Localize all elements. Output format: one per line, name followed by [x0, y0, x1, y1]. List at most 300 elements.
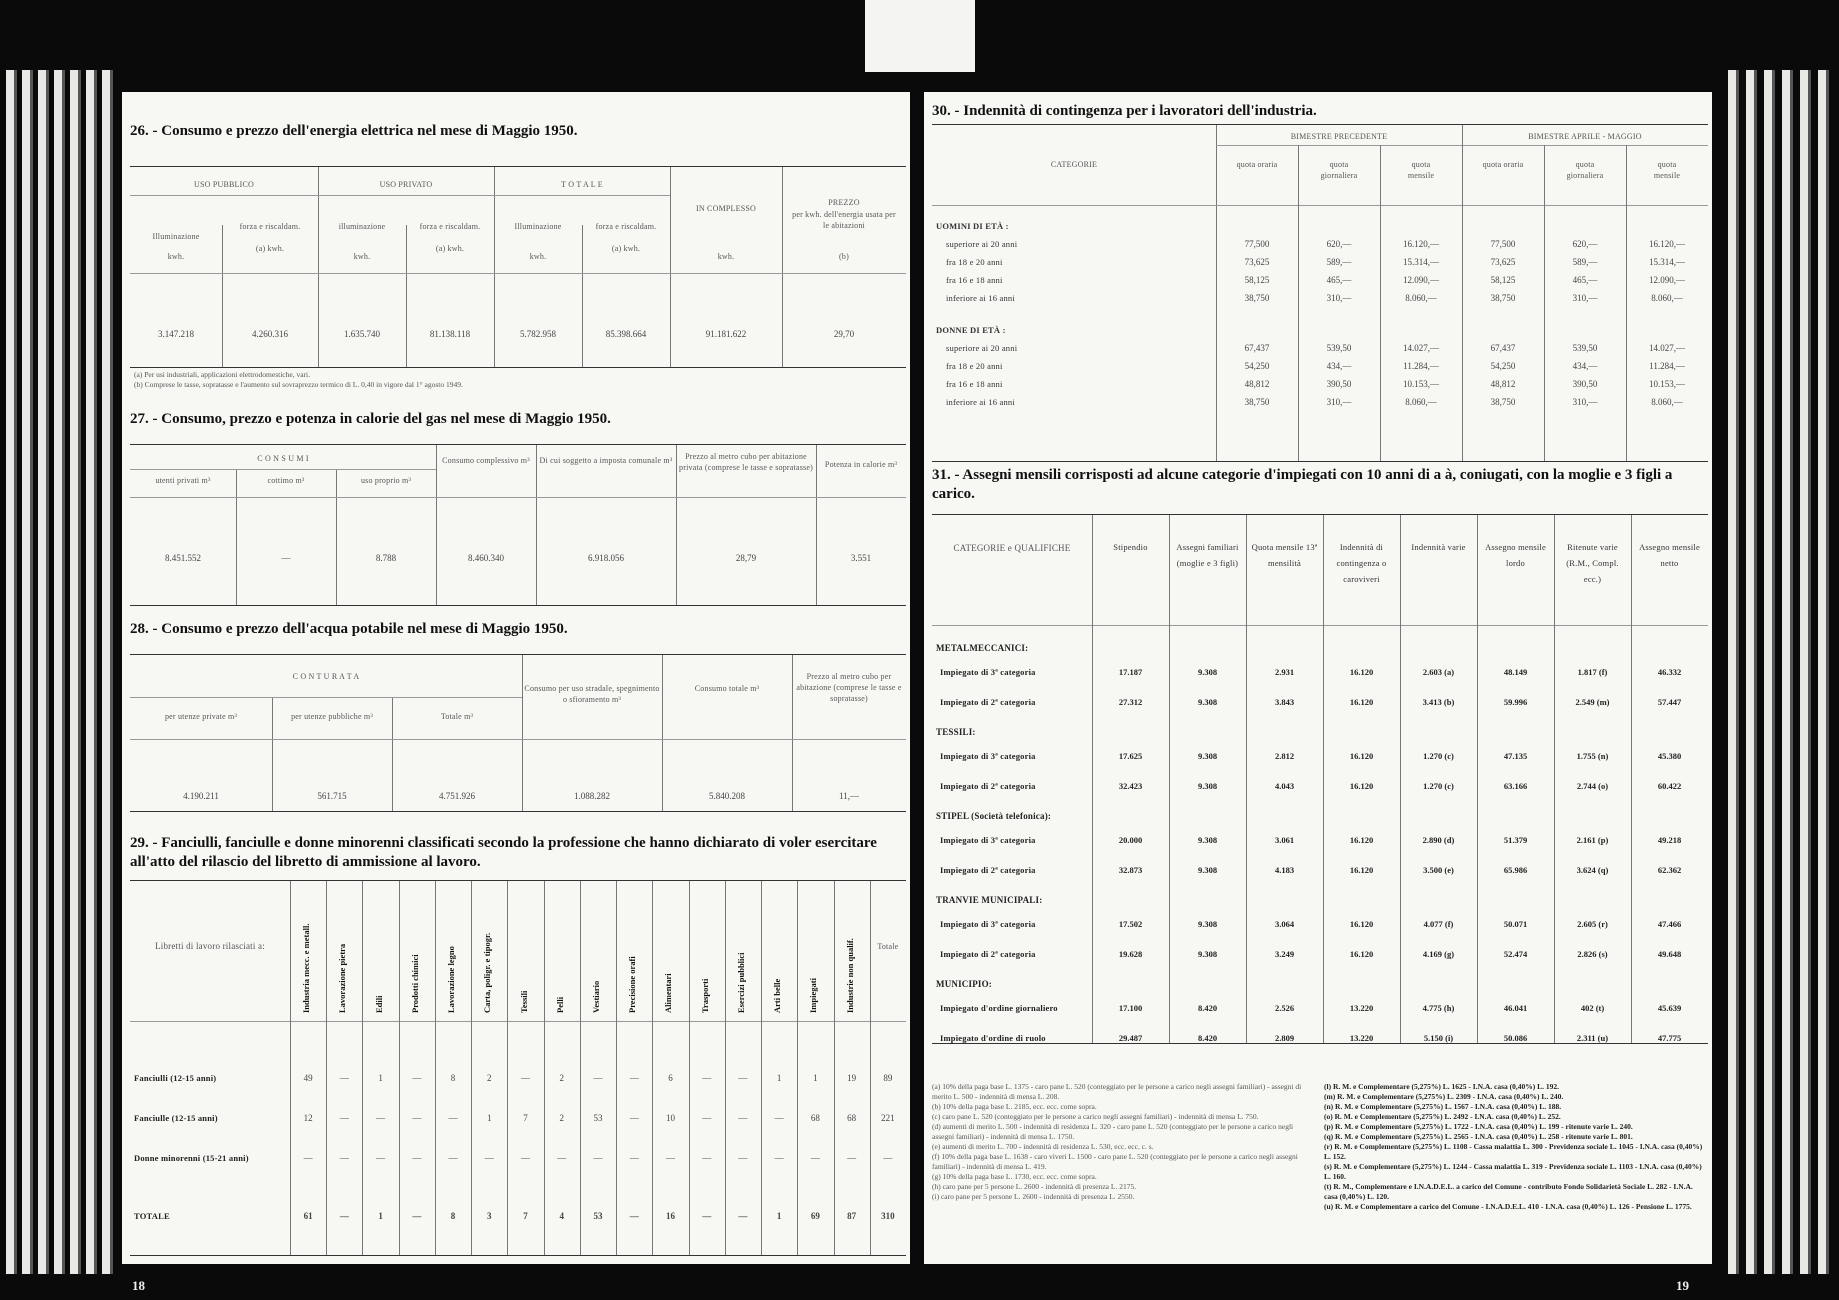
footnote: (i) caro pane per 5 persone L. 2600 - indennità di presenza L. 2550.	[932, 1192, 1135, 1201]
table-cell: 221	[881, 1113, 895, 1123]
group-in-complesso: IN COMPLESSO	[696, 204, 756, 213]
table-cell: 14.027,—	[1649, 343, 1685, 353]
table-cell: 51.379	[1503, 835, 1528, 845]
unit: kwh.	[353, 252, 371, 261]
table-cell: 38,750	[1490, 293, 1516, 303]
table-cell: 2.603 (a)	[1422, 667, 1455, 677]
footnote: (r) R. M. e Complementare (5,275%) L. 1108 - Cassa malattia L. 300 - Previdenza sociale L. 1045 - I.N.A. casa (0,40%) L. 152.	[1324, 1142, 1703, 1161]
column-divider	[1477, 515, 1478, 1043]
table-cell: —	[412, 1211, 422, 1221]
column-divider	[1323, 515, 1324, 1043]
table-cell: 2	[559, 1073, 564, 1083]
page-number-right: 19	[1676, 1278, 1689, 1293]
col-header: uso proprio m³	[360, 476, 412, 485]
group-uso-pubblico: USO PUBBLICO	[194, 180, 254, 189]
row-label: Impiegato di 2ª categoria	[940, 865, 1036, 875]
row-label: Impiegato d'ordine di ruolo	[940, 1033, 1046, 1043]
table-cell: —	[702, 1113, 712, 1123]
table-cell: —	[521, 1073, 531, 1083]
footnote: (d) aumenti di merito L. 500 - indennità di residenza L. 320 - caro pane L. 520 (conteggiato per le persone a carico negli assegni familiari) - indennità di mensa L. 1750.	[932, 1122, 1294, 1141]
table-cell: 9.308	[1197, 949, 1218, 959]
table-cell: 49.218	[1657, 835, 1682, 845]
table-cell: 54,250	[1490, 361, 1516, 371]
col-header: Consumo complessivo m³	[442, 456, 530, 465]
table-cell: 10	[665, 1113, 675, 1123]
table-cell: 9.308	[1197, 865, 1218, 875]
col-header: Vestiario	[591, 980, 601, 1013]
table-29-grid	[130, 880, 906, 1256]
table-cell: 67,437	[1244, 343, 1270, 353]
page-edges-right	[1746, 70, 1757, 1274]
table-31-grid	[932, 514, 1708, 1044]
table-cell: 32.873	[1118, 865, 1143, 875]
footnote: (p) R. M. e Complementare (5,275%) L. 1722 - I.N.A. casa (0,40%) L. 199 - ritenute varie L. 240.	[1324, 1122, 1633, 1131]
col-header: quota oraria	[1236, 160, 1278, 169]
table-cell: 589,—	[1572, 257, 1598, 267]
footnote: (a) 10% della paga base L. 1375 - caro pane L. 520 (conteggiato per le persone a carico negli assegni familiari) - assegni di merito L. 500 - indennità di mensa L. 208.	[932, 1082, 1302, 1101]
table-cell: 434,—	[1572, 361, 1598, 371]
table-cell: 1	[813, 1073, 818, 1083]
table-cell: 48,812	[1490, 379, 1516, 389]
table-cell: —	[702, 1073, 712, 1083]
table-cell: 59.996	[1503, 697, 1528, 707]
table-cell: 7	[523, 1211, 528, 1221]
footnote: (g) 10% della paga base L. 1730, ecc. ecc. come sopra.	[932, 1172, 1097, 1181]
table-cell: —	[448, 1113, 458, 1123]
table-cell: 465,—	[1326, 275, 1352, 285]
table-cell: 17.100	[1118, 1003, 1143, 1013]
table-cell: —	[847, 1153, 857, 1163]
group-consumi: C O N S U M I	[257, 454, 309, 463]
price-note: per kwh. dell'energia usata per le abitazioni	[792, 210, 896, 230]
table-31-notes-left	[932, 1082, 1316, 1202]
col-header: quota giornaliera	[1320, 160, 1358, 180]
table-cell: 15.314,—	[1403, 257, 1439, 267]
table-title: 26. - Consumo e prezzo dell'energia elettrica nel mese di Maggio 1950.	[130, 123, 578, 139]
table-cell: 60.422	[1657, 781, 1682, 791]
table-cell: 12.090,—	[1403, 275, 1439, 285]
table-cell: 3	[487, 1211, 492, 1221]
value-cell: 91.181.622	[705, 329, 747, 339]
table-cell: 589,—	[1326, 257, 1352, 267]
table-cell: 9.308	[1197, 781, 1218, 791]
value-cell: 8.788	[375, 553, 397, 563]
col-header: Pelli	[554, 996, 565, 1013]
table-cell: 17.187	[1118, 667, 1143, 677]
table-26-grid	[130, 166, 906, 368]
table-cell: —	[629, 1073, 639, 1083]
value-cell: 28,79	[735, 553, 757, 563]
table-cell: 620,—	[1326, 239, 1352, 249]
table-cell: —	[810, 1153, 820, 1163]
table-cell: 310,—	[1326, 397, 1352, 407]
group-conturata: C O N T U R A T A	[292, 672, 360, 681]
table-cell: 58,125	[1244, 275, 1270, 285]
column-divider	[471, 881, 472, 1255]
col-header: Consumo totale m³	[694, 684, 760, 693]
col-header: Esercizi pubblici	[735, 952, 746, 1013]
col-header: Tessili	[518, 990, 529, 1013]
table-cell: 465,—	[1572, 275, 1598, 285]
table-cell: 11.284,—	[1403, 361, 1439, 371]
table-cell: 10.153,—	[1649, 379, 1685, 389]
table-cell: 310,—	[1572, 397, 1598, 407]
col-header: Industrie non qualif.	[844, 938, 855, 1013]
table-cell: 4.169 (g)	[1422, 949, 1455, 959]
footnote: (a) Per usi industriali, applicazioni elettrodomestiche, vari.	[134, 370, 310, 379]
footnote: (b) Comprese le tasse, sopratasse e l'aumento sul sovraprezzo termico di L. 0,40 in vigore dal 1° agosto 1949.	[134, 380, 463, 389]
row-label: Fanciulle (12-15 anni)	[134, 1113, 218, 1123]
value-cell: 5.840.208	[709, 791, 745, 801]
table-cell: 2.931	[1274, 667, 1295, 677]
table-cell: 50.086	[1503, 1033, 1528, 1043]
column-divider	[399, 881, 400, 1255]
table-cell: —	[303, 1153, 313, 1163]
footnote: (c) caro pane L. 520 (conteggiato per le persone a carico negli assegni familiari) - indennità di mensa L. 750.	[932, 1112, 1259, 1121]
table-cell: 6	[668, 1073, 673, 1083]
column-divider	[616, 881, 617, 1255]
col-header: Indennità di contingenza o caroviveri	[1336, 542, 1387, 584]
page-edges-left	[102, 70, 113, 1274]
section-label: MUNICIPIO:	[936, 979, 992, 989]
col-header: Potenza in calorie m³	[824, 460, 898, 469]
table-cell: 9.308	[1197, 751, 1218, 761]
table-cell: 2	[559, 1113, 564, 1123]
value-cell: 1.088.282	[574, 791, 610, 801]
table-cell: 13.220	[1349, 1003, 1374, 1013]
table-cell: 539,50	[1572, 343, 1598, 353]
table-cell: 19.628	[1118, 949, 1143, 959]
value-cell: 1.635.740	[344, 329, 380, 339]
group-bimestre-aprile-maggio: BIMESTRE APRILE - MAGGIO	[1528, 132, 1642, 141]
table-cell: 2.744 (o)	[1576, 781, 1609, 791]
table-cell: —	[339, 1153, 349, 1163]
table-cell: —	[629, 1211, 639, 1221]
table-cell: 4	[559, 1211, 564, 1221]
row-label: Impiegato di 3ª categoria	[940, 751, 1036, 761]
table-cell: 8.060,—	[1651, 397, 1683, 407]
col-header: Ritenute varie (R.M., Compl. ecc.)	[1566, 542, 1619, 584]
table-cell: 53	[593, 1211, 603, 1221]
column-divider	[1169, 515, 1170, 1043]
section-label: STIPEL (Società telefonica):	[936, 811, 1052, 821]
table-cell: 63.166	[1503, 781, 1528, 791]
table-cell: 52.474	[1503, 949, 1528, 959]
unit: (a) kwh.	[255, 244, 285, 253]
section-label: METALMECCANICI:	[936, 643, 1029, 653]
column-divider	[1092, 515, 1093, 1043]
table-cell: —	[738, 1211, 748, 1221]
table-cell: —	[629, 1153, 639, 1163]
value-cell: 11,—	[839, 791, 859, 801]
table-cell: 9.308	[1197, 667, 1218, 677]
footnote: (l) R. M. e Complementare (5,275%) L. 1625 - I.N.A. casa (0,40%) L. 192.	[1324, 1082, 1560, 1091]
table-cell: 61	[303, 1211, 313, 1221]
table-26-notes	[134, 370, 902, 390]
column-divider	[725, 881, 726, 1255]
page-edges-right	[1800, 70, 1811, 1274]
table-cell: 38,750	[1244, 397, 1270, 407]
table-cell: —	[774, 1153, 784, 1163]
table-cell: 46.332	[1657, 667, 1682, 677]
column-divider	[1246, 515, 1247, 1043]
table-cell: 8.060,—	[1651, 293, 1683, 303]
unit: (a) kwh.	[611, 244, 641, 253]
col-header: Industria mecc. e metall.	[301, 923, 312, 1013]
row-label: inferiore ai 16 anni	[946, 293, 1015, 303]
table-cell: 390,50	[1326, 379, 1352, 389]
table-cell: 620,—	[1572, 239, 1598, 249]
table-cell: 2.812	[1274, 751, 1295, 761]
col-header: per utenze private m³	[164, 712, 238, 721]
table-cell: 16.120	[1349, 949, 1374, 959]
table-cell: 9.308	[1197, 697, 1218, 707]
table-cell: 3.249	[1274, 949, 1295, 959]
table-cell: —	[339, 1211, 349, 1221]
unit: (a) kwh.	[435, 244, 465, 253]
table-cell: 45.380	[1657, 751, 1682, 761]
col-header: Totale	[877, 942, 899, 951]
col-header: Stipendio	[1113, 542, 1148, 552]
page-edges-right	[1782, 70, 1793, 1274]
table-cell: 1	[776, 1073, 782, 1083]
col-header: Indennità varie	[1411, 542, 1466, 552]
row-label: superiore ai 20 anni	[946, 239, 1018, 249]
value-cell: 4.190.211	[183, 791, 219, 801]
unit: kwh.	[717, 252, 735, 261]
col-header: quota giornaliera	[1566, 160, 1604, 180]
footnote: (m) R. M. e Complementare (5,275%) L. 2309 - I.N.A. casa (0,40%) L. 240.	[1324, 1092, 1564, 1101]
value-cell: 29,70	[833, 329, 855, 339]
table-cell: 8	[450, 1211, 456, 1221]
col-header: illuminazione	[338, 222, 386, 231]
col-header: quota oraria	[1482, 160, 1524, 169]
table-cell: 87	[847, 1211, 857, 1221]
table-title: 29. - Fanciulli, fanciulle e donne minorenni classificati secondo la professione che hanno dichiarato di voler esercitare all'atto del rilascio del libretto di ammissione al lavoro.	[130, 835, 877, 870]
col-header: Assegno mensile netto	[1639, 542, 1700, 568]
column-divider	[544, 881, 545, 1255]
page-edges-left	[86, 70, 97, 1274]
table-27-grid	[130, 444, 906, 606]
table-cell: 310,—	[1572, 293, 1598, 303]
table-cell: 67,437	[1490, 343, 1516, 353]
column-divider	[435, 881, 436, 1255]
table-cell: 16.120	[1349, 919, 1374, 929]
value-cell: 85.398.664	[605, 329, 647, 339]
value-cell: 561.715	[317, 791, 347, 801]
col-header: Di cui soggetto a imposta comunale m³	[539, 456, 673, 465]
table-cell: 48,812	[1244, 379, 1270, 389]
col-header: Impiegati	[808, 978, 819, 1013]
row-label: fra 18 e 20 anni	[946, 361, 1003, 371]
stub-header: Libretti di lavoro rilasciati a:	[155, 941, 265, 951]
table-30-grid	[932, 124, 1708, 462]
column-divider	[1631, 515, 1632, 1043]
table-cell: 19	[847, 1073, 857, 1083]
value-cell: 4.260.316	[252, 329, 288, 339]
table-cell: 1	[378, 1211, 383, 1221]
section-label: UOMINI DI ETÀ :	[936, 221, 1009, 231]
table-cell: 16.120	[1349, 835, 1374, 845]
column-divider	[652, 881, 653, 1255]
table-cell: 73,625	[1490, 257, 1516, 267]
column-divider	[1462, 145, 1463, 461]
table-cell: 57.447	[1657, 697, 1682, 707]
table-cell: —	[593, 1153, 603, 1163]
col-header: Edili	[373, 995, 384, 1013]
col-header: Illuminazione	[152, 232, 200, 241]
table-cell: 8.060,—	[1405, 293, 1437, 303]
col-header: Prezzo al metro cubo per abitazione (comprese le tasse e sopratasse)	[796, 672, 902, 703]
col-header: Prodotti chimici	[409, 954, 420, 1013]
table-cell: 2.809	[1274, 1033, 1295, 1043]
table-cell: 13.220	[1349, 1033, 1374, 1043]
footnote: (s) R. M. e Complementare (5,275%) L. 1244 - Cassa malattia L. 319 - Previdenza sociale L. 1103 - I.N.A. casa (0,40%) L. 160.	[1324, 1162, 1702, 1181]
page-number-left: 18	[132, 1278, 145, 1293]
table-cell: —	[738, 1113, 748, 1123]
table-cell: —	[376, 1153, 386, 1163]
page-edges-right	[1728, 70, 1739, 1274]
col-header: Lavorazione legno	[446, 946, 457, 1013]
table-cell: 77,500	[1244, 239, 1270, 249]
table-cell: 4.183	[1274, 865, 1295, 875]
table-title: 27. - Consumo, prezzo e potenza in calorie del gas nel mese di Maggio 1950.	[130, 411, 611, 427]
footnote: (n) R. M. e Complementare (5,275%) L. 1567 - I.N.A. casa (0,40%) L. 188.	[1324, 1102, 1562, 1111]
col-header: Trasporti	[699, 978, 710, 1013]
row-label: Impiegato di 3ª categoria	[940, 667, 1036, 677]
table-cell: —	[339, 1113, 349, 1123]
stub-header: CATEGORIE e QUALIFICHE	[953, 543, 1071, 553]
table-cell: 7	[523, 1113, 528, 1123]
table-cell: 5.150 (i)	[1423, 1033, 1454, 1043]
column-divider	[1626, 145, 1627, 461]
table-cell: 8.420	[1197, 1033, 1218, 1043]
col-header: Precisione orafi	[627, 956, 638, 1013]
col-header: per utenze pubbliche m³	[291, 712, 373, 721]
footnote: (o) R. M. e Complementare (5,275%) L. 2492 - I.N.A. casa (0,40%) L. 252.	[1324, 1112, 1561, 1121]
table-cell: 47.466	[1657, 919, 1682, 929]
table-cell: 8	[450, 1073, 456, 1083]
page-edges-right	[1818, 70, 1829, 1274]
section-label: TRANVIE MUNICIPALI:	[936, 895, 1043, 905]
table-cell: 16.120,—	[1649, 239, 1685, 249]
table-cell: —	[412, 1113, 422, 1123]
row-label: Impiegato di 2ª categoria	[940, 697, 1036, 707]
table-cell: 1.755 (n)	[1576, 751, 1609, 761]
row-label: Impiegato di 2ª categoria	[940, 781, 1036, 791]
column-divider	[1554, 515, 1555, 1043]
col-header: cottimo m³	[267, 476, 305, 485]
row-label: Impiegato di 2ª categoria	[940, 949, 1036, 959]
footnote: (t) R. M., Complementare e I.N.A.D.E.L. a carico del Comune - contributo Fondo Solidarietà Sociale L. 282 - I.N.A. casa (0,40%) L. 120.	[1324, 1182, 1693, 1201]
stub-header: CATEGORIE	[1050, 160, 1098, 169]
value-cell: —	[281, 553, 291, 563]
row-label: fra 18 e 20 anni	[946, 257, 1003, 267]
table-cell: 1.270 (c)	[1423, 781, 1454, 791]
table-cell: 17.502	[1118, 919, 1143, 929]
table-cell: 27.312	[1118, 697, 1143, 707]
table-cell: —	[593, 1073, 603, 1083]
table-cell: 2	[487, 1073, 492, 1083]
table-cell: 68	[847, 1113, 857, 1123]
column-divider	[1544, 145, 1545, 461]
table-28	[130, 620, 906, 810]
table-cell: 8.060,—	[1405, 397, 1437, 407]
section-label: DONNE DI ETÀ :	[936, 325, 1006, 335]
right-page	[924, 92, 1712, 1264]
page-edges-left	[70, 70, 81, 1274]
table-cell: 38,750	[1490, 397, 1516, 407]
table-cell: 65.986	[1503, 865, 1528, 875]
table-cell: 3.413 (b)	[1422, 697, 1455, 707]
value-cell: 6.918.056	[588, 553, 624, 563]
table-cell: —	[774, 1113, 784, 1123]
table-cell: —	[412, 1153, 422, 1163]
value-cell: 3.551	[850, 553, 872, 563]
table-cell: —	[738, 1153, 748, 1163]
table-cell: 3.061	[1274, 835, 1295, 845]
table-cell: —	[339, 1073, 349, 1083]
row-label: Impiegato di 3ª categoria	[940, 835, 1036, 845]
value-cell: 8.460.340	[468, 553, 504, 563]
col-header: Lavorazione pietra	[337, 943, 348, 1013]
value-cell: 4.751.926	[439, 791, 475, 801]
table-30	[932, 102, 1708, 462]
table-cell: 3.500 (e)	[1423, 865, 1454, 875]
table-cell: 49.648	[1657, 949, 1682, 959]
table-cell: 1.270 (c)	[1423, 751, 1454, 761]
table-cell: 38,750	[1244, 293, 1270, 303]
value-cell: 81.138.118	[429, 329, 471, 339]
table-cell: —	[521, 1153, 531, 1163]
section-label: TESSILI:	[936, 727, 976, 737]
table-31-notes-right	[1324, 1082, 1704, 1212]
col-header: utenti privati m³	[155, 476, 211, 485]
table-cell: 2.161 (p)	[1576, 835, 1609, 845]
row-label: TOTALE	[134, 1211, 170, 1221]
table-cell: 45.639	[1657, 1003, 1682, 1013]
table-cell: 16.120	[1349, 781, 1374, 791]
table-cell: 8.420	[1197, 1003, 1218, 1013]
page-edges-left	[54, 70, 65, 1274]
table-cell: 15.314,—	[1649, 257, 1685, 267]
table-cell: 77,500	[1490, 239, 1516, 249]
table-cell: —	[702, 1153, 712, 1163]
column-divider	[1298, 145, 1299, 461]
table-cell: 4.077 (f)	[1423, 919, 1454, 929]
row-label: Impiegato d'ordine giornaliero	[940, 1003, 1058, 1013]
table-28-grid	[130, 654, 906, 812]
unit: kwh.	[529, 252, 547, 261]
table-cell: 46.041	[1503, 1003, 1528, 1013]
table-title: 31. - Assegni mensili corrisposti ad alcune categorie d'impiegati con 10 anni di a à, coniugati, con la moglie e 3 figli a carico.	[932, 467, 1673, 502]
table-cell: 89	[883, 1073, 893, 1083]
column-divider	[870, 881, 871, 1255]
column-divider	[689, 881, 690, 1255]
table-cell: 50.071	[1503, 919, 1528, 929]
footnote: (e) aumenti di merito L. 700 - indennità di residenza L. 530, ecc. ecc. c. s.	[932, 1142, 1154, 1151]
col-header: Alimentari	[663, 973, 674, 1013]
table-cell: —	[484, 1153, 494, 1163]
table-cell: 2.605 (r)	[1577, 919, 1608, 929]
table-cell: 2.826 (s)	[1577, 949, 1608, 959]
col-header: Assegni familiari (moglie e 3 figli)	[1176, 542, 1239, 568]
table-cell: —	[629, 1113, 639, 1123]
table-cell: 58,125	[1490, 275, 1516, 285]
table-cell: 434,—	[1326, 361, 1352, 371]
table-cell: 3.064	[1274, 919, 1295, 929]
table-cell: 47.775	[1657, 1033, 1682, 1043]
